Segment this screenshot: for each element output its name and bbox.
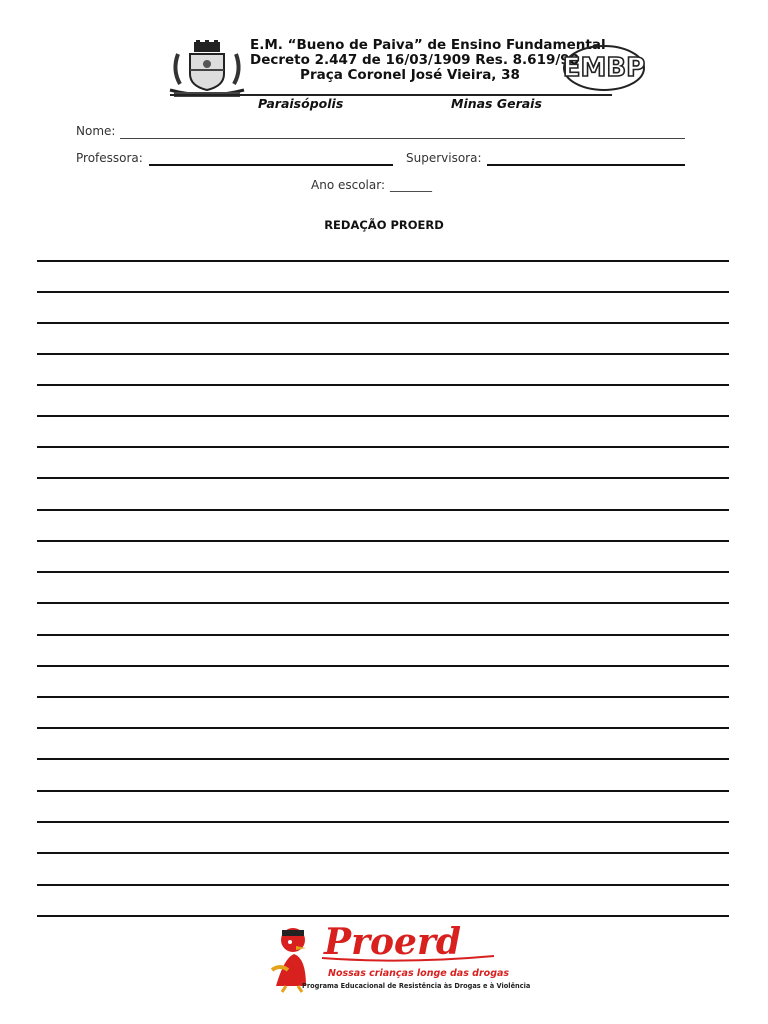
proerd-mascot-icon bbox=[272, 928, 306, 992]
nome-label: Nome: bbox=[76, 124, 116, 138]
writing-line[interactable] bbox=[37, 353, 729, 355]
school-name: E.M. “Bueno de Paiva” de Ensino Fundamental bbox=[250, 37, 606, 53]
professora-label: Professora: bbox=[76, 151, 143, 165]
ano-escolar-label: Ano escolar: bbox=[311, 178, 385, 192]
proerd-logo bbox=[266, 918, 531, 994]
proerd-program: Programa Educacional de Resistência às Drogas e à Violência bbox=[302, 982, 531, 990]
nome-field[interactable] bbox=[120, 138, 685, 139]
writing-line[interactable] bbox=[37, 509, 729, 511]
writing-line[interactable] bbox=[37, 665, 729, 667]
professora-field[interactable] bbox=[149, 164, 393, 166]
state-label: Minas Gerais bbox=[451, 96, 542, 111]
writing-line[interactable] bbox=[37, 915, 729, 917]
embp-logo bbox=[562, 38, 646, 94]
supervisora-label: Supervisora: bbox=[406, 151, 482, 165]
writing-line[interactable] bbox=[37, 696, 729, 698]
writing-line[interactable] bbox=[37, 571, 729, 573]
page-title: REDAÇÃO PROERD bbox=[324, 218, 444, 232]
city-label: Paraisópolis bbox=[258, 96, 344, 111]
writing-line[interactable] bbox=[37, 477, 729, 479]
supervisora-field[interactable] bbox=[487, 164, 685, 166]
writing-line[interactable] bbox=[37, 322, 729, 324]
ano-escolar-field[interactable]: _______ bbox=[390, 178, 432, 192]
writing-line[interactable] bbox=[37, 758, 729, 760]
school-decree: Decreto 2.447 de 16/03/1909 Res. 8.619/98 bbox=[250, 52, 580, 68]
proerd-slogan: Nossas crianças longe das drogas bbox=[328, 968, 510, 979]
school-address: Praça Coronel José Vieira, 38 bbox=[300, 67, 520, 83]
writing-line[interactable] bbox=[37, 291, 729, 293]
writing-line[interactable] bbox=[37, 634, 729, 636]
writing-line[interactable] bbox=[37, 415, 729, 417]
writing-line[interactable] bbox=[37, 540, 729, 542]
writing-line[interactable] bbox=[37, 260, 729, 262]
writing-line[interactable] bbox=[37, 790, 729, 792]
writing-line[interactable] bbox=[37, 602, 729, 604]
writing-line[interactable] bbox=[37, 884, 729, 886]
header-divider bbox=[170, 94, 612, 96]
municipal-crest-icon bbox=[168, 40, 246, 98]
writing-line[interactable] bbox=[37, 446, 729, 448]
writing-line[interactable] bbox=[37, 852, 729, 854]
writing-line[interactable] bbox=[37, 384, 729, 386]
writing-line[interactable] bbox=[37, 727, 729, 729]
writing-line[interactable] bbox=[37, 821, 729, 823]
embp-logo-text: EMBP bbox=[562, 53, 646, 83]
proerd-brand: Proerd bbox=[324, 921, 462, 963]
